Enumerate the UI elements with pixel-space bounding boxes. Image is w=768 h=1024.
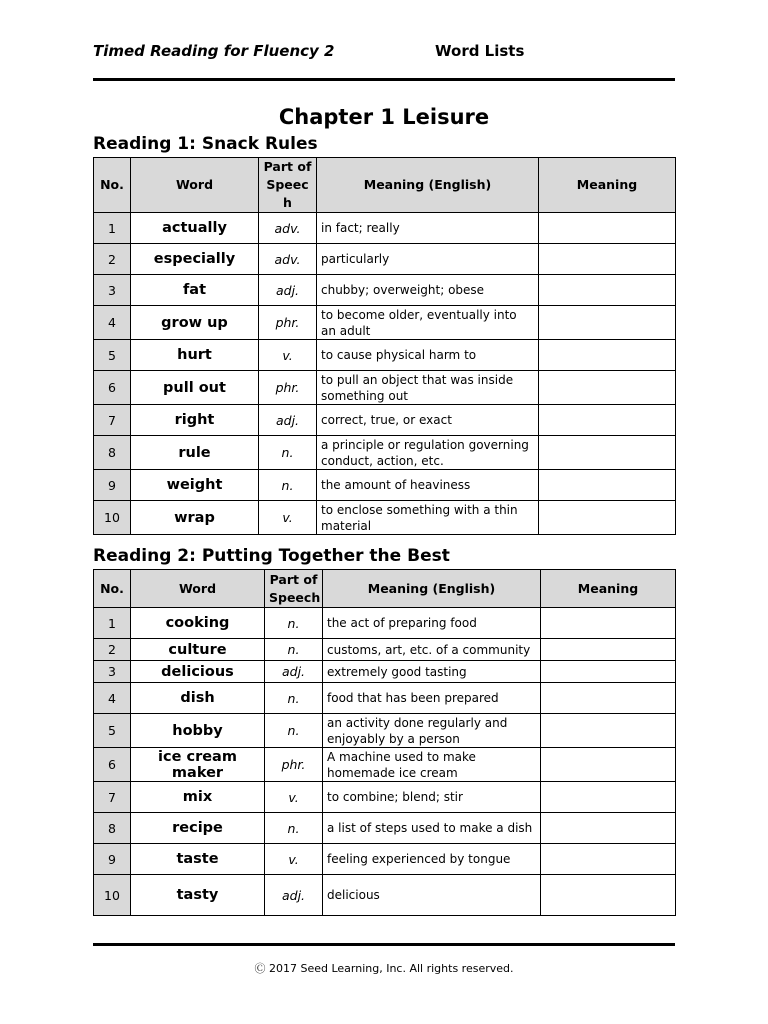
row-meaning-english: food that has been prepared: [323, 683, 541, 714]
row-meaning-english: in fact; really: [317, 213, 539, 244]
row-word: hurt: [131, 340, 259, 371]
table-row: [94, 608, 676, 639]
table-row: [94, 748, 676, 782]
row-word: pull out: [131, 371, 259, 405]
row-meaning-english: chubby; overweight; obese: [317, 275, 539, 306]
row-meaning-english: correct, true, or exact: [317, 405, 539, 436]
row-word: mix: [131, 782, 265, 813]
row-meaning-english: the amount of heaviness: [317, 470, 539, 501]
table-row: [94, 875, 676, 916]
row-pos: n.: [265, 608, 323, 639]
section-label: Word Lists: [435, 42, 525, 60]
row-meaning-english: a list of steps used to make a dish: [323, 813, 541, 844]
row-pos: n.: [265, 683, 323, 714]
row-pos: adj.: [259, 405, 317, 436]
table-row: [94, 782, 676, 813]
row-pos: phr.: [265, 748, 323, 782]
col-part-of-speech: Part of Speech: [265, 570, 323, 608]
col-meaning: Meaning: [541, 570, 676, 608]
row-word: wrap: [131, 501, 259, 535]
row-pos: n.: [265, 813, 323, 844]
table-header-row: [94, 158, 676, 213]
reading-1-title: Reading 1: Snack Rules: [93, 134, 318, 154]
row-pos: v.: [259, 340, 317, 371]
table-row: [94, 213, 676, 244]
row-meaning-english: to enclose something with a thin material: [317, 501, 539, 535]
row-meaning: [539, 501, 676, 535]
col-word: Word: [131, 570, 265, 608]
row-meaning: [541, 748, 676, 782]
row-meaning: [539, 244, 676, 275]
row-meaning: [541, 875, 676, 916]
col-no: No.: [94, 158, 131, 213]
row-meaning-english: A machine used to make homemade ice cream: [323, 748, 541, 782]
row-pos: adj.: [265, 661, 323, 683]
row-pos: n.: [265, 714, 323, 748]
row-meaning: [539, 405, 676, 436]
row-meaning-english: to cause physical harm to: [317, 340, 539, 371]
row-word: dish: [131, 683, 265, 714]
row-no: 10: [94, 875, 131, 916]
row-meaning: [539, 371, 676, 405]
row-no: 4: [94, 683, 131, 714]
row-meaning: [539, 306, 676, 340]
row-meaning-english: extremely good tasting: [323, 661, 541, 683]
table-row: [94, 371, 676, 405]
row-pos: n.: [259, 470, 317, 501]
row-meaning: [541, 813, 676, 844]
row-word: delicious: [131, 661, 265, 683]
table-row: [94, 470, 676, 501]
row-pos: n.: [259, 436, 317, 470]
table-row: [94, 844, 676, 875]
col-word: Word: [131, 158, 259, 213]
row-pos: adj.: [265, 875, 323, 916]
row-meaning: [539, 436, 676, 470]
table-row: [94, 436, 676, 470]
book-title: Timed Reading for Fluency 2: [93, 42, 335, 60]
col-meaning: Meaning: [539, 158, 676, 213]
header-divider: [93, 78, 675, 81]
table-row: [94, 661, 676, 683]
row-no: 2: [94, 244, 131, 275]
row-no: 1: [94, 608, 131, 639]
col-meaning-english: Meaning (English): [323, 570, 541, 608]
reading-2-title: Reading 2: Putting Together the Best: [93, 546, 450, 566]
row-meaning-english: to pull an object that was inside something out: [317, 371, 539, 405]
row-meaning: [541, 844, 676, 875]
row-pos: n.: [265, 639, 323, 661]
row-meaning: [541, 714, 676, 748]
page-header: [93, 42, 675, 64]
copyright-notice: Ⓒ 2017 Seed Learning, Inc. All rights reserved.: [254, 962, 514, 975]
row-pos: adj.: [259, 275, 317, 306]
row-word: tasty: [131, 875, 265, 916]
row-word: hobby: [131, 714, 265, 748]
row-word: grow up: [131, 306, 259, 340]
row-pos: adv.: [259, 213, 317, 244]
row-no: 8: [94, 436, 131, 470]
row-meaning: [541, 639, 676, 661]
col-no: No.: [94, 570, 131, 608]
reading-2-word-table: [93, 569, 676, 916]
row-word: actually: [131, 213, 259, 244]
row-no: 8: [94, 813, 131, 844]
row-no: 4: [94, 306, 131, 340]
table-row: [94, 275, 676, 306]
row-word: weight: [131, 470, 259, 501]
row-no: 5: [94, 714, 131, 748]
row-meaning-english: feeling experienced by tongue: [323, 844, 541, 875]
row-meaning: [541, 782, 676, 813]
row-word: culture: [131, 639, 265, 661]
row-no: 9: [94, 470, 131, 501]
col-meaning-english: Meaning (English): [317, 158, 539, 213]
row-pos: adv.: [259, 244, 317, 275]
chapter-title: Chapter 1 Leisure: [278, 105, 490, 129]
table-row: [94, 813, 676, 844]
reading-1-word-table: [93, 157, 676, 535]
table-row: [94, 683, 676, 714]
table-row: [94, 639, 676, 661]
row-no: 1: [94, 213, 131, 244]
row-no: 9: [94, 844, 131, 875]
row-meaning-english: the act of preparing food: [323, 608, 541, 639]
row-word: taste: [131, 844, 265, 875]
row-meaning: [539, 340, 676, 371]
row-meaning-english: to combine; blend; stir: [323, 782, 541, 813]
row-word: rule: [131, 436, 259, 470]
row-word: recipe: [131, 813, 265, 844]
table-header-row: [94, 570, 676, 608]
table-row: [94, 340, 676, 371]
row-pos: v.: [259, 501, 317, 535]
row-no: 5: [94, 340, 131, 371]
table-row: [94, 405, 676, 436]
row-no: 6: [94, 748, 131, 782]
row-meaning: [539, 275, 676, 306]
row-word: right: [131, 405, 259, 436]
row-meaning: [541, 683, 676, 714]
row-word: especially: [131, 244, 259, 275]
row-pos: phr.: [259, 306, 317, 340]
row-pos: v.: [265, 782, 323, 813]
row-meaning: [541, 661, 676, 683]
row-word: fat: [131, 275, 259, 306]
row-pos: v.: [265, 844, 323, 875]
row-meaning-english: an activity done regularly and enjoyably by a person: [323, 714, 541, 748]
row-meaning-english: to become older, eventually into an adult: [317, 306, 539, 340]
row-pos: phr.: [259, 371, 317, 405]
col-part-of-speech: Part of Speec h: [259, 158, 317, 213]
row-no: 3: [94, 661, 131, 683]
row-meaning-english: customs, art, etc. of a community: [323, 639, 541, 661]
row-meaning: [539, 213, 676, 244]
row-no: 6: [94, 371, 131, 405]
row-no: 2: [94, 639, 131, 661]
row-no: 7: [94, 405, 131, 436]
row-meaning: [539, 470, 676, 501]
row-word: ice cream maker: [131, 748, 265, 782]
row-no: 7: [94, 782, 131, 813]
footer-divider: [93, 943, 675, 946]
row-word: cooking: [131, 608, 265, 639]
row-no: 10: [94, 501, 131, 535]
table-row: [94, 306, 676, 340]
row-no: 3: [94, 275, 131, 306]
table-row: [94, 244, 676, 275]
row-meaning: [541, 608, 676, 639]
row-meaning-english: a principle or regulation governing conduct, action, etc.: [317, 436, 539, 470]
row-meaning-english: delicious: [323, 875, 541, 916]
table-row: [94, 501, 676, 535]
table-row: [94, 714, 676, 748]
row-meaning-english: particularly: [317, 244, 539, 275]
